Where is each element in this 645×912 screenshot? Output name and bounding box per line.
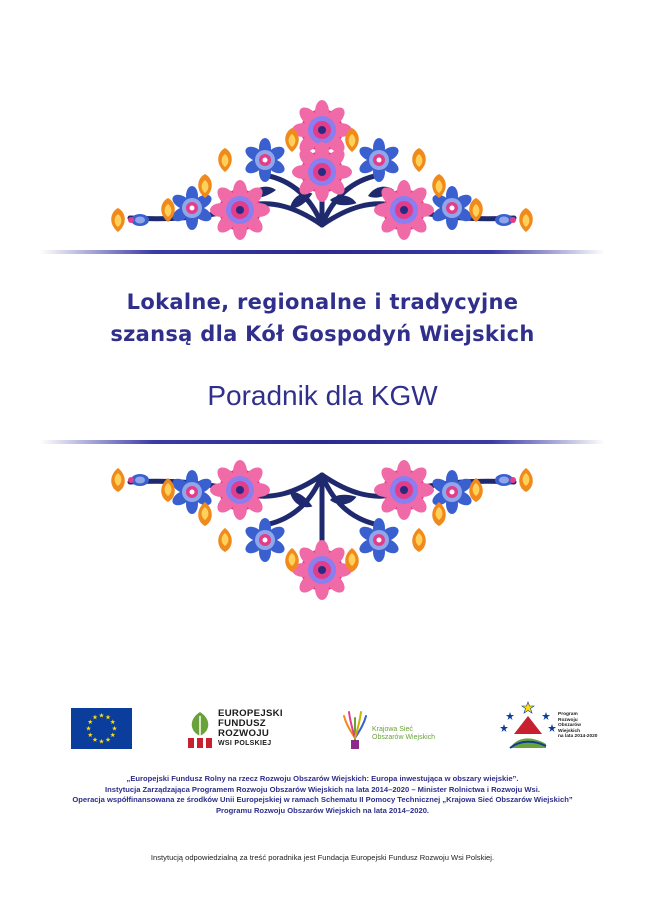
efrwp-line-2: FUNDUSZ <box>218 718 266 729</box>
logos-row <box>0 698 645 758</box>
efrwp-line-4: WSI POLSKIEJ <box>218 740 272 747</box>
prow-line-4: Wiejskich <box>558 728 581 734</box>
title-line-2: szansą dla Kół Gospodyń Wiejskich <box>110 322 535 346</box>
ksow-line-2: Obszarów Wiejskich <box>372 734 436 741</box>
footer-line-3: Operacja współfinansowana ze środków Unii Europejskiej w ramach Schematu II Pomocy Technicznej „Krajowa Sieć Obszarów Wiejskich” <box>72 795 573 804</box>
subtitle: Poradnik dla KGW <box>207 380 438 411</box>
prow-line-1: Program <box>558 712 578 717</box>
efrwp-line-3: ROZWOJU <box>218 728 270 739</box>
eu-flag-icon <box>71 708 132 749</box>
footer-line-1: „Europejski Fundusz Rolny na rzecz Rozwoju Obszarów Wiejskich: Europa inwestująca w obszary wiejskie”. <box>126 774 519 783</box>
efrwp-line-1: EUROPEJSKI <box>218 708 283 719</box>
footer-funding-text <box>20 774 625 816</box>
prow-logo <box>500 700 600 754</box>
title-line-1: Lokalne, regionalne i tradycyjne <box>126 290 519 314</box>
title <box>0 286 645 350</box>
prow-line-5: na lata 2014-2020 <box>558 734 598 740</box>
ksow-line-1: Krajowa Sieć <box>372 726 413 733</box>
efrwp-logo <box>186 706 296 752</box>
efrwp-leaf-icon <box>186 710 214 750</box>
prow-line-2: Rozwoju <box>558 717 578 723</box>
top-floral-ornament <box>0 100 645 245</box>
ksow-plant-icon <box>340 708 370 750</box>
bottom-floral-ornament <box>0 455 645 600</box>
responsible-institution-text: Instytucją odpowiedzialną za treść poradnika jest Fundacja Europejski Fundusz Rozwoju Wsi Polskiej. <box>150 853 495 862</box>
footer-line-4: Programu Rozwoju Obszarów Wiejskich na lata 2014–2020. <box>215 805 430 815</box>
footer-line-2: Instytucja Zarządzająca Programem Rozwoju Obszarów Wiejskich na lata 2014–2020 – Minister Rolnictwa i Rozwoju Wsi. <box>104 784 541 794</box>
prow-emblem-icon <box>500 700 556 750</box>
top-divider <box>40 250 605 254</box>
bottom-divider <box>40 440 605 444</box>
ksow-logo <box>340 708 450 752</box>
prow-line-3: Obszarów <box>558 723 581 729</box>
